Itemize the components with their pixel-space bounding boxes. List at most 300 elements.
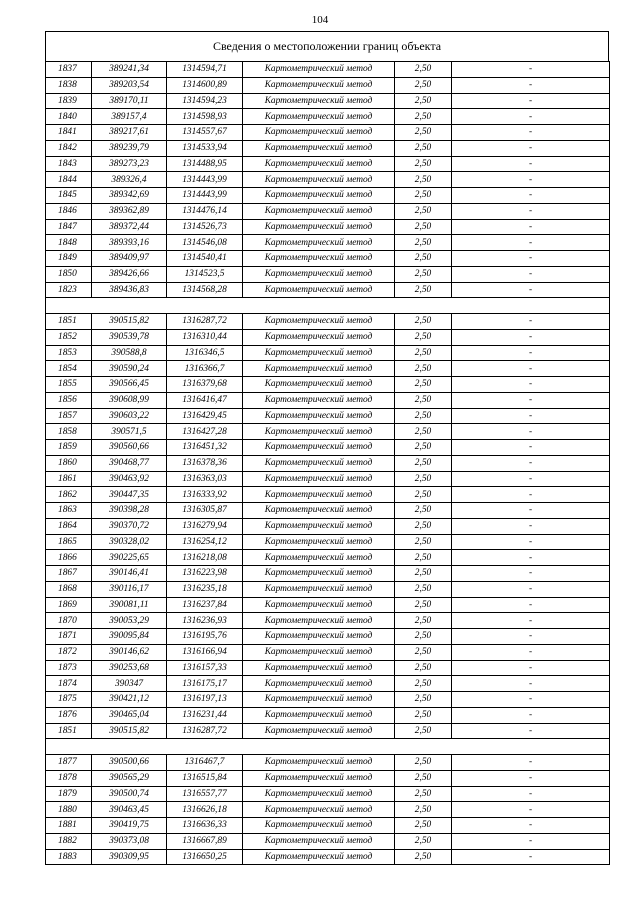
description-cell: - — [452, 518, 610, 534]
precision-cell: 2,50 — [395, 534, 452, 550]
x-coordinate-cell: 390398,28 — [92, 503, 167, 519]
table-title: Сведения о местоположении границ объекта — [45, 31, 609, 61]
table-row — [46, 156, 610, 172]
x-coordinate-cell: 390328,02 — [92, 534, 167, 550]
table-row — [46, 613, 610, 629]
method-cell: Картометрический метод — [243, 581, 395, 597]
description-cell: - — [452, 581, 610, 597]
precision-cell: 2,50 — [395, 329, 452, 345]
point-number-cell: 1854 — [46, 361, 92, 377]
y-coordinate-cell: 1316175,17 — [167, 676, 243, 692]
y-coordinate-cell: 1316197,13 — [167, 692, 243, 708]
description-cell: - — [452, 125, 610, 141]
point-number-cell: 1860 — [46, 455, 92, 471]
point-number-cell: 1868 — [46, 581, 92, 597]
precision-cell: 2,50 — [395, 629, 452, 645]
method-cell: Картометрический метод — [243, 707, 395, 723]
method-cell: Картометрический метод — [243, 140, 395, 156]
y-coordinate-cell: 1314443,99 — [167, 172, 243, 188]
table-row — [46, 172, 610, 188]
y-coordinate-cell: 1316231,44 — [167, 707, 243, 723]
point-number-cell: 1839 — [46, 93, 92, 109]
x-coordinate-cell: 390515,82 — [92, 723, 167, 739]
x-coordinate-cell: 389362,89 — [92, 203, 167, 219]
description-cell: - — [452, 314, 610, 330]
table-row — [46, 424, 610, 440]
method-cell: Картометрический метод — [243, 188, 395, 204]
y-coordinate-cell: 1316650,25 — [167, 849, 243, 865]
description-cell: - — [452, 550, 610, 566]
method-cell: Картометрический метод — [243, 156, 395, 172]
description-cell: - — [452, 361, 610, 377]
precision-cell: 2,50 — [395, 109, 452, 125]
x-coordinate-cell: 390116,17 — [92, 581, 167, 597]
x-coordinate-cell: 390370,72 — [92, 518, 167, 534]
point-number-cell: 1875 — [46, 692, 92, 708]
method-cell: Картометрический метод — [243, 282, 395, 298]
y-coordinate-cell: 1316305,87 — [167, 503, 243, 519]
precision-cell: 2,50 — [395, 77, 452, 93]
point-number-cell: 1842 — [46, 140, 92, 156]
y-coordinate-cell: 1316636,33 — [167, 818, 243, 834]
method-cell: Картометрический метод — [243, 770, 395, 786]
point-number-cell: 1863 — [46, 503, 92, 519]
method-cell: Картометрический метод — [243, 676, 395, 692]
precision-cell: 2,50 — [395, 219, 452, 235]
page-number: 104 — [311, 14, 329, 26]
point-number-cell: 1881 — [46, 818, 92, 834]
x-coordinate-cell: 390347 — [92, 676, 167, 692]
precision-cell: 2,50 — [395, 849, 452, 865]
precision-cell: 2,50 — [395, 440, 452, 456]
method-cell: Картометрический метод — [243, 203, 395, 219]
point-number-cell: 1855 — [46, 377, 92, 393]
y-coordinate-cell: 1314546,08 — [167, 235, 243, 251]
method-cell: Картометрический метод — [243, 503, 395, 519]
method-cell: Картометрический метод — [243, 377, 395, 393]
group-separator-row — [46, 298, 610, 314]
y-coordinate-cell: 1316218,08 — [167, 550, 243, 566]
y-coordinate-cell: 1316287,72 — [167, 314, 243, 330]
precision-cell: 2,50 — [395, 392, 452, 408]
method-cell: Картометрический метод — [243, 424, 395, 440]
precision-cell: 2,50 — [395, 802, 452, 818]
table-row — [46, 786, 610, 802]
description-cell: - — [452, 188, 610, 204]
method-cell: Картометрический метод — [243, 408, 395, 424]
y-coordinate-cell: 1316451,32 — [167, 440, 243, 456]
method-cell: Картометрический метод — [243, 550, 395, 566]
y-coordinate-cell: 1316287,72 — [167, 723, 243, 739]
point-number-cell: 1869 — [46, 597, 92, 613]
method-cell: Картометрический метод — [243, 77, 395, 93]
point-number-cell: 1852 — [46, 329, 92, 345]
precision-cell: 2,50 — [395, 235, 452, 251]
y-coordinate-cell: 1314540,41 — [167, 251, 243, 267]
point-number-cell: 1846 — [46, 203, 92, 219]
method-cell: Картометрический метод — [243, 849, 395, 865]
point-number-cell: 1840 — [46, 109, 92, 125]
x-coordinate-cell: 389203,54 — [92, 77, 167, 93]
x-coordinate-cell: 390603,22 — [92, 408, 167, 424]
separator-cell — [46, 739, 610, 755]
method-cell: Картометрический метод — [243, 692, 395, 708]
y-coordinate-cell: 1316166,94 — [167, 644, 243, 660]
table-row — [46, 707, 610, 723]
y-coordinate-cell: 1314533,94 — [167, 140, 243, 156]
y-coordinate-cell: 1316379,68 — [167, 377, 243, 393]
point-number-cell: 1858 — [46, 424, 92, 440]
point-number-cell: 1876 — [46, 707, 92, 723]
x-coordinate-cell: 389241,34 — [92, 62, 167, 78]
y-coordinate-cell: 1316416,47 — [167, 392, 243, 408]
method-cell: Картометрический метод — [243, 597, 395, 613]
precision-cell: 2,50 — [395, 660, 452, 676]
precision-cell: 2,50 — [395, 62, 452, 78]
precision-cell: 2,50 — [395, 408, 452, 424]
y-coordinate-cell: 1316310,44 — [167, 329, 243, 345]
point-number-cell: 1850 — [46, 266, 92, 282]
point-number-cell: 1857 — [46, 408, 92, 424]
point-number-cell: 1847 — [46, 219, 92, 235]
precision-cell: 2,50 — [395, 613, 452, 629]
x-coordinate-cell: 390465,04 — [92, 707, 167, 723]
y-coordinate-cell: 1314598,93 — [167, 109, 243, 125]
x-coordinate-cell: 390588,8 — [92, 345, 167, 361]
table-row — [46, 534, 610, 550]
point-number-cell: 1870 — [46, 613, 92, 629]
x-coordinate-cell: 390463,45 — [92, 802, 167, 818]
table-row — [46, 676, 610, 692]
x-coordinate-cell: 389170,11 — [92, 93, 167, 109]
x-coordinate-cell: 389273,23 — [92, 156, 167, 172]
y-coordinate-cell: 1316557,77 — [167, 786, 243, 802]
method-cell: Картометрический метод — [243, 314, 395, 330]
precision-cell: 2,50 — [395, 644, 452, 660]
description-cell: - — [452, 455, 610, 471]
precision-cell: 2,50 — [395, 93, 452, 109]
precision-cell: 2,50 — [395, 424, 452, 440]
x-coordinate-cell: 389157,4 — [92, 109, 167, 125]
y-coordinate-cell: 1316363,03 — [167, 471, 243, 487]
y-coordinate-cell: 1314523,5 — [167, 266, 243, 282]
point-number-cell: 1856 — [46, 392, 92, 408]
method-cell: Картометрический метод — [243, 802, 395, 818]
point-number-cell: 1862 — [46, 487, 92, 503]
x-coordinate-cell: 389239,79 — [92, 140, 167, 156]
precision-cell: 2,50 — [395, 345, 452, 361]
method-cell: Картометрический метод — [243, 613, 395, 629]
method-cell: Картометрический метод — [243, 125, 395, 141]
point-number-cell: 1837 — [46, 62, 92, 78]
table-row — [46, 581, 610, 597]
y-coordinate-cell: 1314594,71 — [167, 62, 243, 78]
table-row — [46, 802, 610, 818]
table-row — [46, 361, 610, 377]
x-coordinate-cell: 390146,62 — [92, 644, 167, 660]
point-number-cell: 1851 — [46, 314, 92, 330]
point-number-cell: 1882 — [46, 833, 92, 849]
y-coordinate-cell: 1314594,23 — [167, 93, 243, 109]
description-cell: - — [452, 471, 610, 487]
y-coordinate-cell: 1316515,84 — [167, 770, 243, 786]
description-cell: - — [452, 676, 610, 692]
precision-cell: 2,50 — [395, 581, 452, 597]
description-cell: - — [452, 93, 610, 109]
table-row — [46, 345, 610, 361]
y-coordinate-cell: 1316195,76 — [167, 629, 243, 645]
description-cell: - — [452, 156, 610, 172]
description-cell: - — [452, 833, 610, 849]
precision-cell: 2,50 — [395, 172, 452, 188]
point-number-cell: 1823 — [46, 282, 92, 298]
table-row — [46, 377, 610, 393]
description-cell: - — [452, 266, 610, 282]
method-cell: Картометрический метод — [243, 109, 395, 125]
point-number-cell: 1848 — [46, 235, 92, 251]
description-cell: - — [452, 660, 610, 676]
y-coordinate-cell: 1314526,73 — [167, 219, 243, 235]
point-number-cell: 1877 — [46, 755, 92, 771]
table-row — [46, 660, 610, 676]
x-coordinate-cell: 390421,12 — [92, 692, 167, 708]
precision-cell: 2,50 — [395, 266, 452, 282]
table-row — [46, 62, 610, 78]
coordinates-table-body — [46, 62, 610, 865]
method-cell: Картометрический метод — [243, 471, 395, 487]
y-coordinate-cell: 1316427,28 — [167, 424, 243, 440]
table-row — [46, 723, 610, 739]
boundary-table-sheet — [45, 31, 609, 865]
point-number-cell: 1883 — [46, 849, 92, 865]
method-cell: Картометрический метод — [243, 644, 395, 660]
description-cell: - — [452, 818, 610, 834]
y-coordinate-cell: 1316235,18 — [167, 581, 243, 597]
method-cell: Картометрический метод — [243, 629, 395, 645]
x-coordinate-cell: 390571,5 — [92, 424, 167, 440]
x-coordinate-cell: 390560,66 — [92, 440, 167, 456]
precision-cell: 2,50 — [395, 833, 452, 849]
x-coordinate-cell: 389326,4 — [92, 172, 167, 188]
point-number-cell: 1878 — [46, 770, 92, 786]
point-number-cell: 1867 — [46, 566, 92, 582]
x-coordinate-cell: 390081,11 — [92, 597, 167, 613]
y-coordinate-cell: 1316254,12 — [167, 534, 243, 550]
separator-cell — [46, 298, 610, 314]
method-cell: Картометрический метод — [243, 818, 395, 834]
point-number-cell: 1849 — [46, 251, 92, 267]
table-row — [46, 219, 610, 235]
y-coordinate-cell: 1316667,89 — [167, 833, 243, 849]
method-cell: Картометрический метод — [243, 172, 395, 188]
table-row — [46, 550, 610, 566]
method-cell: Картометрический метод — [243, 755, 395, 771]
table-row — [46, 125, 610, 141]
table-row — [46, 770, 610, 786]
description-cell: - — [452, 755, 610, 771]
description-cell: - — [452, 629, 610, 645]
table-row — [46, 392, 610, 408]
table-row — [46, 203, 610, 219]
table-row — [46, 503, 610, 519]
description-cell: - — [452, 219, 610, 235]
description-cell: - — [452, 503, 610, 519]
x-coordinate-cell: 389372,44 — [92, 219, 167, 235]
point-number-cell: 1880 — [46, 802, 92, 818]
description-cell: - — [452, 692, 610, 708]
description-cell: - — [452, 109, 610, 125]
point-number-cell: 1841 — [46, 125, 92, 141]
description-cell: - — [452, 329, 610, 345]
table-row — [46, 818, 610, 834]
x-coordinate-cell: 390373,08 — [92, 833, 167, 849]
description-cell: - — [452, 597, 610, 613]
precision-cell: 2,50 — [395, 140, 452, 156]
method-cell: Картометрический метод — [243, 487, 395, 503]
y-coordinate-cell: 1316279,94 — [167, 518, 243, 534]
table-row — [46, 518, 610, 534]
description-cell: - — [452, 392, 610, 408]
point-number-cell: 1845 — [46, 188, 92, 204]
y-coordinate-cell: 1314443,99 — [167, 188, 243, 204]
table-row — [46, 755, 610, 771]
y-coordinate-cell: 1316429,45 — [167, 408, 243, 424]
description-cell: - — [452, 802, 610, 818]
precision-cell: 2,50 — [395, 786, 452, 802]
point-number-cell: 1874 — [46, 676, 92, 692]
table-row — [46, 597, 610, 613]
description-cell: - — [452, 203, 610, 219]
y-coordinate-cell: 1316223,98 — [167, 566, 243, 582]
x-coordinate-cell: 389409,97 — [92, 251, 167, 267]
x-coordinate-cell: 390225,65 — [92, 550, 167, 566]
precision-cell: 2,50 — [395, 314, 452, 330]
table-row — [46, 487, 610, 503]
method-cell: Картометрический метод — [243, 219, 395, 235]
precision-cell: 2,50 — [395, 707, 452, 723]
method-cell: Картометрический метод — [243, 62, 395, 78]
precision-cell: 2,50 — [395, 188, 452, 204]
precision-cell: 2,50 — [395, 770, 452, 786]
y-coordinate-cell: 1316378,36 — [167, 455, 243, 471]
description-cell: - — [452, 849, 610, 865]
y-coordinate-cell: 1314568,28 — [167, 282, 243, 298]
method-cell: Картометрический метод — [243, 455, 395, 471]
description-cell: - — [452, 408, 610, 424]
method-cell: Картометрический метод — [243, 235, 395, 251]
y-coordinate-cell: 1316346,5 — [167, 345, 243, 361]
x-coordinate-cell: 390253,68 — [92, 660, 167, 676]
table-row — [46, 566, 610, 582]
y-coordinate-cell: 1316366,7 — [167, 361, 243, 377]
point-number-cell: 1851 — [46, 723, 92, 739]
method-cell: Картометрический метод — [243, 833, 395, 849]
table-row — [46, 235, 610, 251]
table-row — [46, 644, 610, 660]
precision-cell: 2,50 — [395, 503, 452, 519]
table-row — [46, 282, 610, 298]
method-cell: Картометрический метод — [243, 93, 395, 109]
precision-cell: 2,50 — [395, 566, 452, 582]
table-row — [46, 471, 610, 487]
y-coordinate-cell: 1316333,92 — [167, 487, 243, 503]
description-cell: - — [452, 377, 610, 393]
precision-cell: 2,50 — [395, 692, 452, 708]
point-number-cell: 1861 — [46, 471, 92, 487]
point-number-cell: 1865 — [46, 534, 92, 550]
method-cell: Картометрический метод — [243, 660, 395, 676]
x-coordinate-cell: 390053,29 — [92, 613, 167, 629]
x-coordinate-cell: 390309,95 — [92, 849, 167, 865]
y-coordinate-cell: 1316626,18 — [167, 802, 243, 818]
precision-cell: 2,50 — [395, 755, 452, 771]
table-row — [46, 408, 610, 424]
description-cell: - — [452, 440, 610, 456]
x-coordinate-cell: 390515,82 — [92, 314, 167, 330]
description-cell: - — [452, 251, 610, 267]
method-cell: Картометрический метод — [243, 345, 395, 361]
x-coordinate-cell: 389436,83 — [92, 282, 167, 298]
point-number-cell: 1843 — [46, 156, 92, 172]
x-coordinate-cell: 390500,74 — [92, 786, 167, 802]
y-coordinate-cell: 1314600,89 — [167, 77, 243, 93]
method-cell: Картометрический метод — [243, 392, 395, 408]
precision-cell: 2,50 — [395, 282, 452, 298]
description-cell: - — [452, 566, 610, 582]
description-cell: - — [452, 487, 610, 503]
table-row — [46, 833, 610, 849]
x-coordinate-cell: 390447,35 — [92, 487, 167, 503]
table-row — [46, 251, 610, 267]
method-cell: Картометрический метод — [243, 329, 395, 345]
method-cell: Картометрический метод — [243, 534, 395, 550]
point-number-cell: 1859 — [46, 440, 92, 456]
y-coordinate-cell: 1316157,33 — [167, 660, 243, 676]
x-coordinate-cell: 390590,24 — [92, 361, 167, 377]
x-coordinate-cell: 390468,77 — [92, 455, 167, 471]
x-coordinate-cell: 390565,29 — [92, 770, 167, 786]
x-coordinate-cell: 390146,41 — [92, 566, 167, 582]
table-row — [46, 329, 610, 345]
table-row — [46, 266, 610, 282]
precision-cell: 2,50 — [395, 518, 452, 534]
description-cell: - — [452, 770, 610, 786]
precision-cell: 2,50 — [395, 455, 452, 471]
x-coordinate-cell: 390419,75 — [92, 818, 167, 834]
table-row — [46, 314, 610, 330]
precision-cell: 2,50 — [395, 251, 452, 267]
table-row — [46, 692, 610, 708]
description-cell: - — [452, 723, 610, 739]
precision-cell: 2,50 — [395, 156, 452, 172]
y-coordinate-cell: 1316236,93 — [167, 613, 243, 629]
method-cell: Картометрический метод — [243, 723, 395, 739]
precision-cell: 2,50 — [395, 203, 452, 219]
description-cell: - — [452, 707, 610, 723]
description-cell: - — [452, 786, 610, 802]
table-row — [46, 140, 610, 156]
x-coordinate-cell: 390095,84 — [92, 629, 167, 645]
point-number-cell: 1853 — [46, 345, 92, 361]
description-cell: - — [452, 235, 610, 251]
x-coordinate-cell: 389217,61 — [92, 125, 167, 141]
y-coordinate-cell: 1316467,7 — [167, 755, 243, 771]
table-row — [46, 109, 610, 125]
method-cell: Картометрический метод — [243, 566, 395, 582]
method-cell: Картометрический метод — [243, 251, 395, 267]
method-cell: Картометрический метод — [243, 266, 395, 282]
method-cell: Картометрический метод — [243, 518, 395, 534]
